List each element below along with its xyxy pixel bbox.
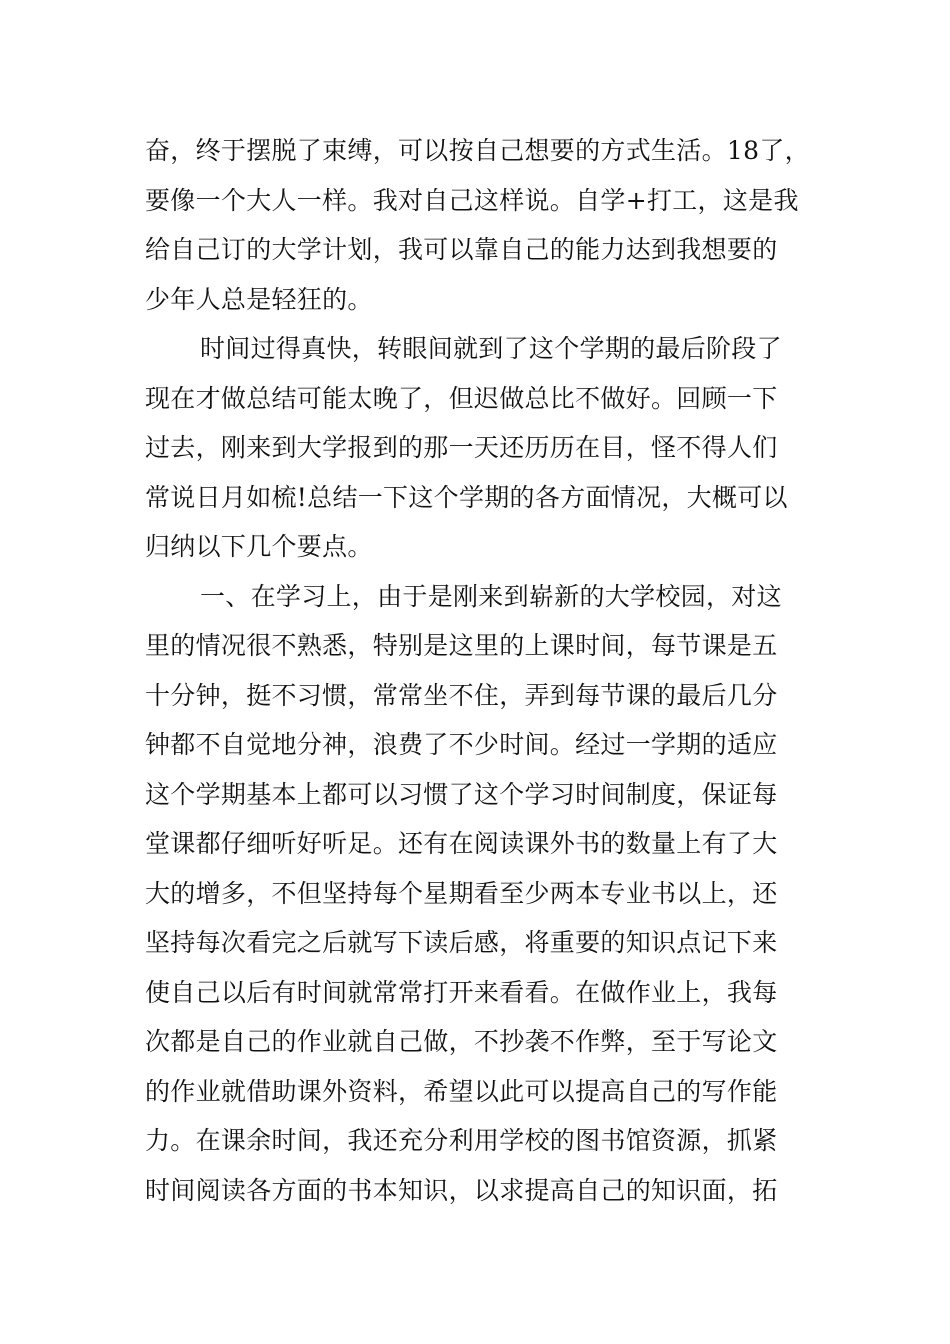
text-line: 使自己以后有时间就常常打开来看看。在做作业上，我每 [145, 977, 778, 1007]
text-line: 时间阅读各方面的书本知识，以求提高自己的知识面，拓 [145, 1175, 778, 1205]
text-line: 钟都不自觉地分神，浪费了不少时间。经过一学期的适应 [145, 730, 778, 759]
text-line: 大的增多，不但坚持每个星期看至少两本专业书以上，还 [145, 878, 778, 908]
text-line: 十分钟，挺不习惯，常常坐不住，弄到每节课的最后几分 [145, 680, 778, 710]
text-line: 常说日月如梳!总结一下这个学期的各方面情况，大概可以 [145, 482, 788, 512]
text-line: 坚持每次看完之后就写下读后感，将重要的知识点记下来 [145, 928, 778, 957]
text-line: 这个学期基本上都可以习惯了这个学习时间制度，保证每 [145, 779, 778, 809]
text-line: 要像一个大人一样。我对自己这样说。自学+打工，这是我 [145, 185, 799, 215]
text-line: 次都是自己的作业就自己做，不抄袭不作弊，至于写论文 [145, 1027, 778, 1056]
body-text [145, 126, 815, 1215]
text-line: 归纳以下几个要点。 [145, 532, 373, 561]
text-line: 里的情况很不熟悉，特别是这里的上课时间，每节课是五 [145, 631, 778, 660]
text-line: 堂课都仔细听好听足。还有在阅读课外书的数量上有了大 [145, 829, 778, 858]
text-line: 少年人总是轻狂的。 [145, 284, 373, 314]
text-line: 现在才做总结可能太晚了，但迟做总比不做好。回顾一下 [145, 383, 778, 413]
text-line: 一、在学习上，由于是刚来到崭新的大学校园，对这 [200, 581, 782, 611]
text-line: 时间过得真快，转眼间就到了这个学期的最后阶段了 [200, 334, 782, 363]
text-line: 过去，刚来到大学报到的那一天还历历在目，怪不得人们 [145, 433, 778, 462]
text-line: 奋，终于摆脱了束缚，可以按自己想要的方式生活。18了， [145, 136, 810, 165]
text-line: 给自己订的大学计划，我可以靠自己的能力达到我想要的 [145, 235, 778, 264]
text-line: 的作业就借助课外资料，希望以此可以提高自己的写作能 [145, 1076, 778, 1106]
text-line: 力。在课余时间，我还充分利用学校的图书馆资源，抓紧 [145, 1126, 778, 1155]
